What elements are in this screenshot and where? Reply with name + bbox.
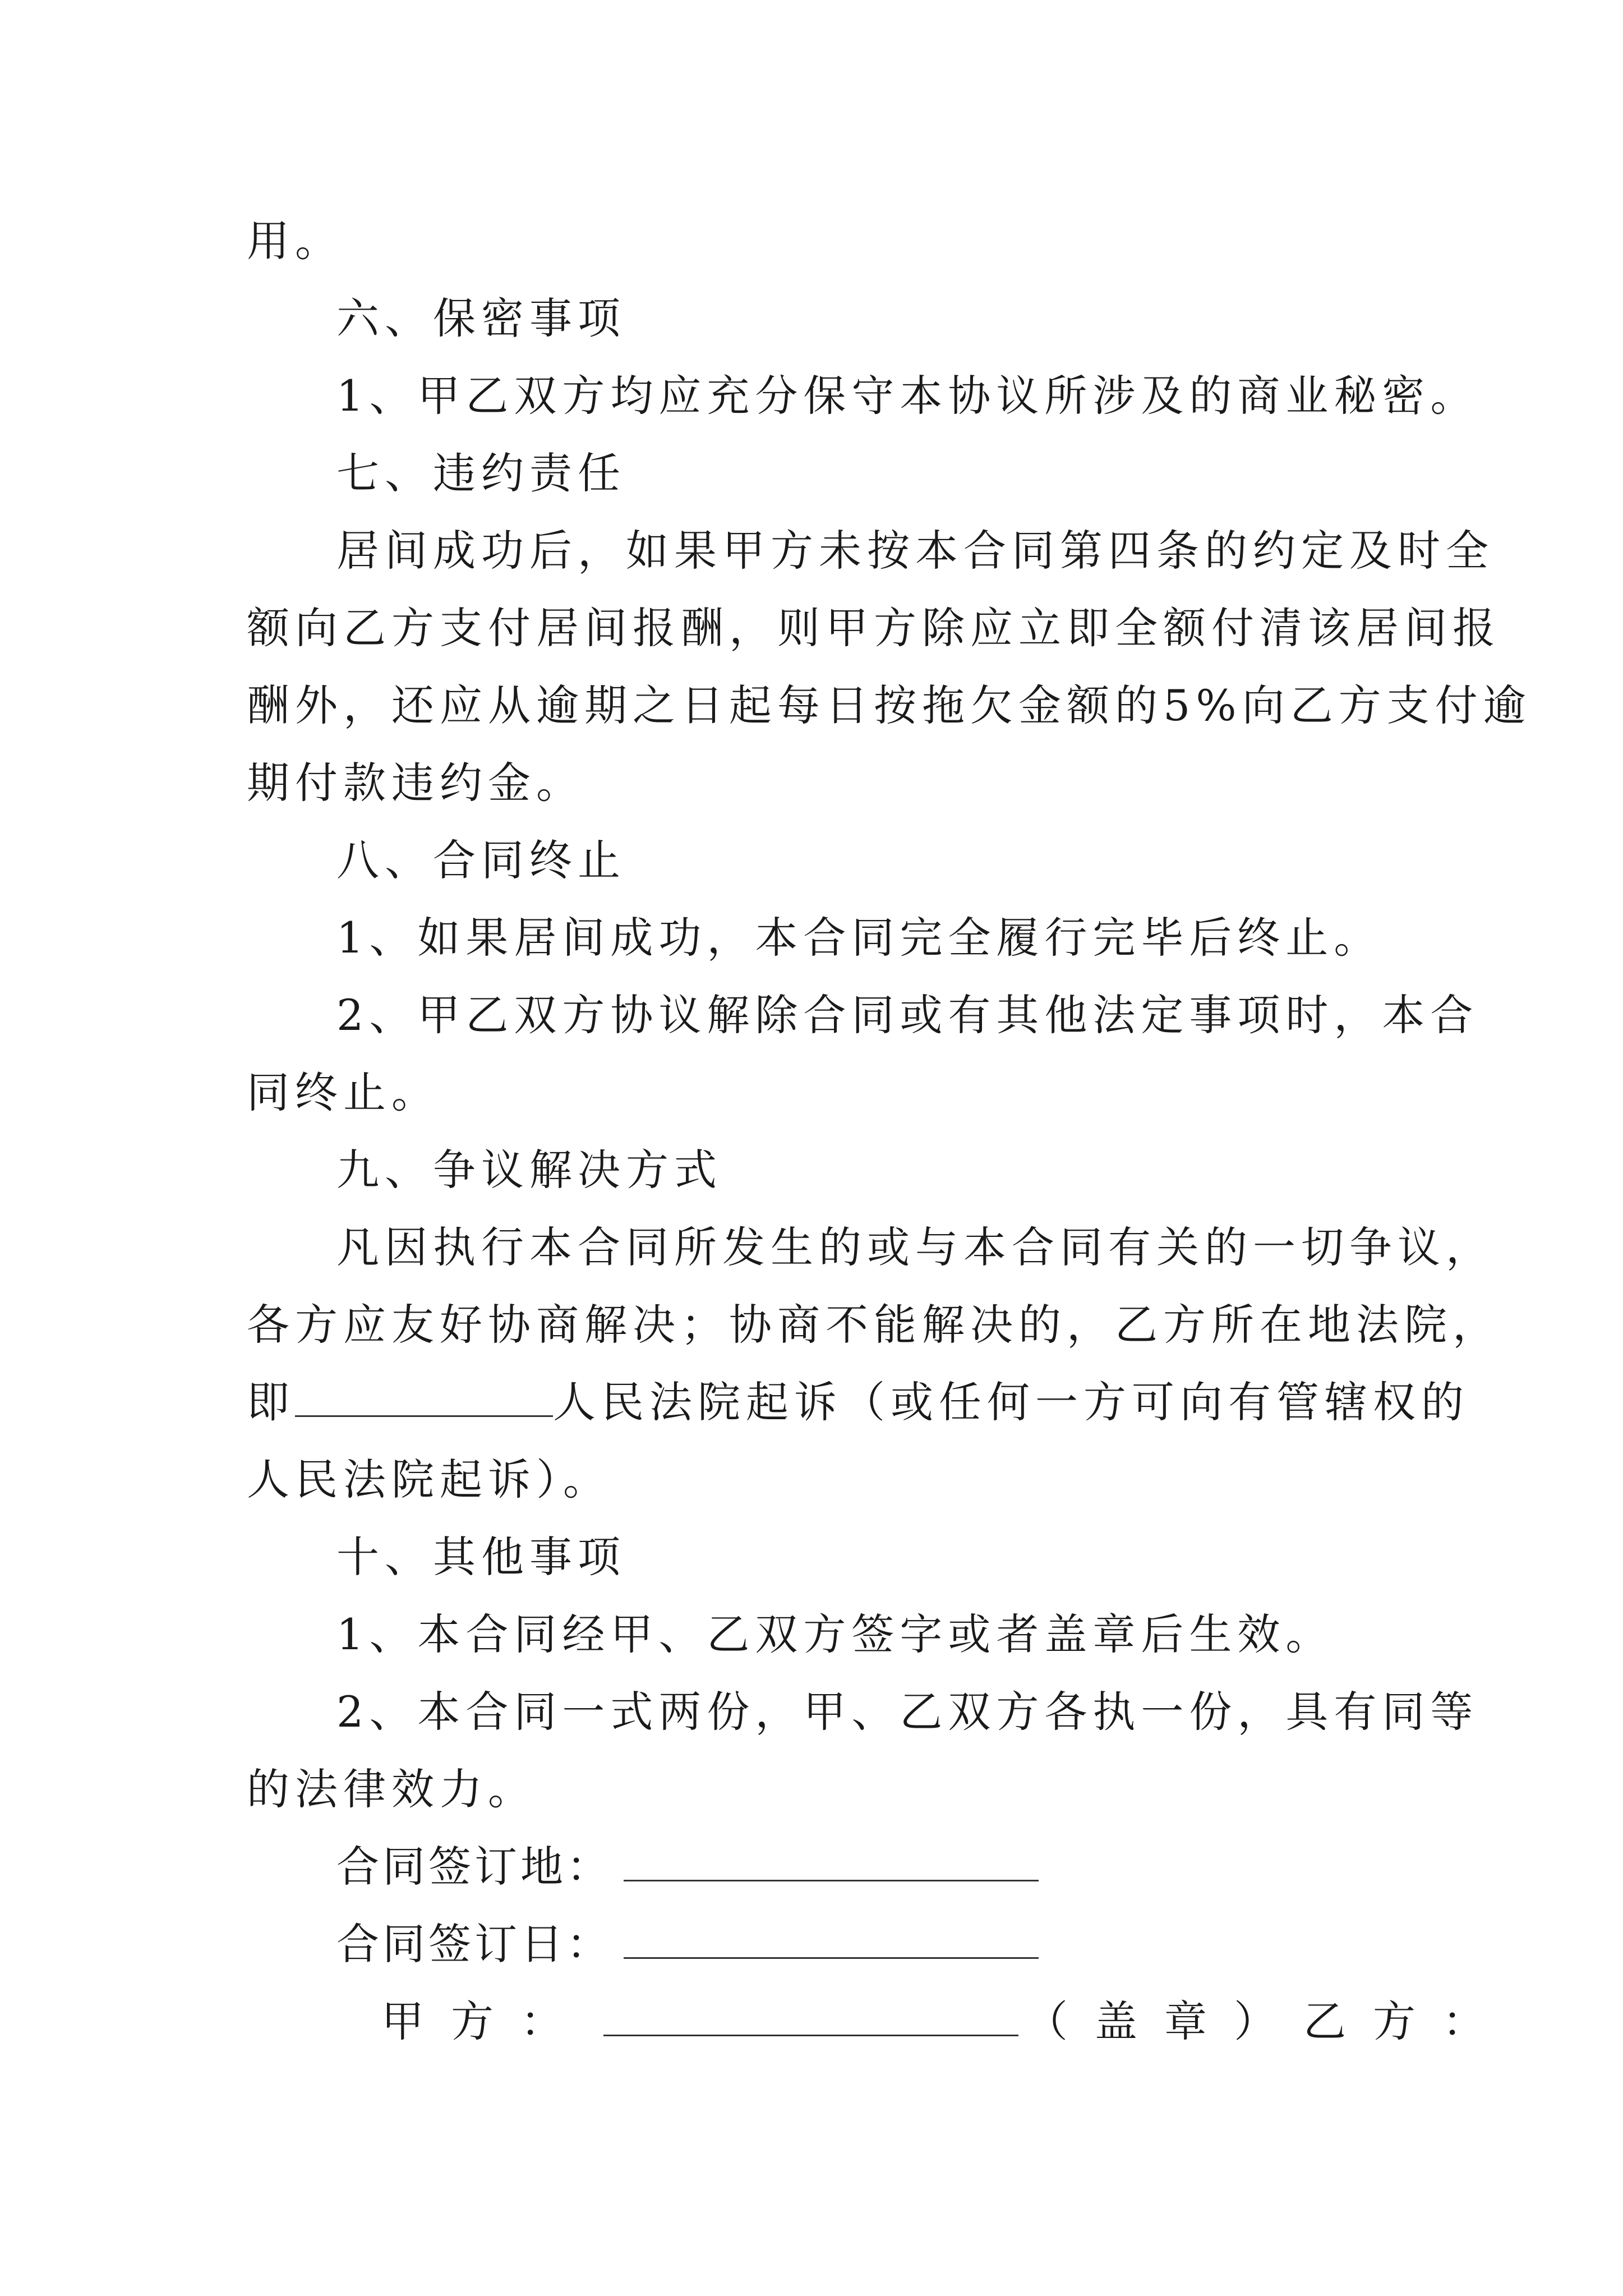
sign-date-blank[interactable] (624, 1918, 1039, 1959)
party-b-label: 乙方： (1303, 1996, 1512, 2046)
clause-line: 2、甲乙双方协议解除合同或有其他法定事项时，本合 (336, 990, 1479, 1040)
body-line: 的法律效力。 (247, 1764, 536, 1814)
section-heading-other: 十、其他事项 (336, 1532, 626, 1582)
sign-place-label: 合同签订地： (336, 1842, 612, 1892)
court-prefix: 即 (247, 1377, 295, 1427)
body-line: 居间成功后，如果甲方未按本合同第四条的约定及时全 (336, 526, 1494, 576)
court-name-blank[interactable] (295, 1376, 553, 1417)
body-line: 人民法院起诉）。 (247, 1455, 611, 1504)
section-heading-termination: 八、合同终止 (336, 835, 626, 885)
sign-place-row (336, 1839, 1402, 1895)
body-line: 额向乙方支付居间报酬，则甲方除应立即全额付清该居间报 (247, 603, 1501, 653)
body-line: 期付款违约金。 (247, 758, 584, 808)
body-line: 用。 (247, 216, 343, 266)
body-line: 各方应友好协商解决；协商不能解决的，乙方所在地法院， (247, 1300, 1501, 1350)
sign-date-row (336, 1916, 1402, 1972)
body-line: 酬外，还应从逾期之日起每日按拖欠金额的5%向乙方支付逾 (247, 680, 1532, 730)
section-heading-confidentiality: 六、保密事项 (336, 293, 626, 343)
body-line: 同终止。 (247, 1068, 440, 1117)
sign-place-blank[interactable] (624, 1841, 1039, 1881)
clause-line: 1、本合同经甲、乙双方签字或者盖章后生效。 (336, 1609, 1334, 1659)
clause-line: 1、如果居间成功，本合同完全履行完毕后终止。 (336, 913, 1382, 963)
clause-line: 2、本合同一式两份，甲、乙双方各执一份，具有同等 (336, 1687, 1479, 1737)
body-line: 凡因执行本合同所发生的或与本合同有关的一切争议， (336, 1222, 1494, 1272)
section-heading-breach: 七、违约责任 (336, 448, 626, 498)
section-heading-dispute: 九、争议解决方式 (336, 1145, 722, 1195)
seal-label: （盖章） (1025, 1996, 1303, 2046)
sign-date-label: 合同签订日： (336, 1919, 612, 1969)
party-a-label: 甲方： (381, 1996, 590, 2046)
party-a-blank[interactable] (603, 1995, 1018, 2036)
court-suffix: 人民法院起诉（或任何一方可向有管辖权的 (553, 1377, 1469, 1427)
party-signature-row (381, 1994, 1512, 2050)
court-line (247, 1374, 1469, 1430)
clause-line: 1、甲乙双方均应充分保守本协议所涉及的商业秘密。 (336, 371, 1479, 421)
